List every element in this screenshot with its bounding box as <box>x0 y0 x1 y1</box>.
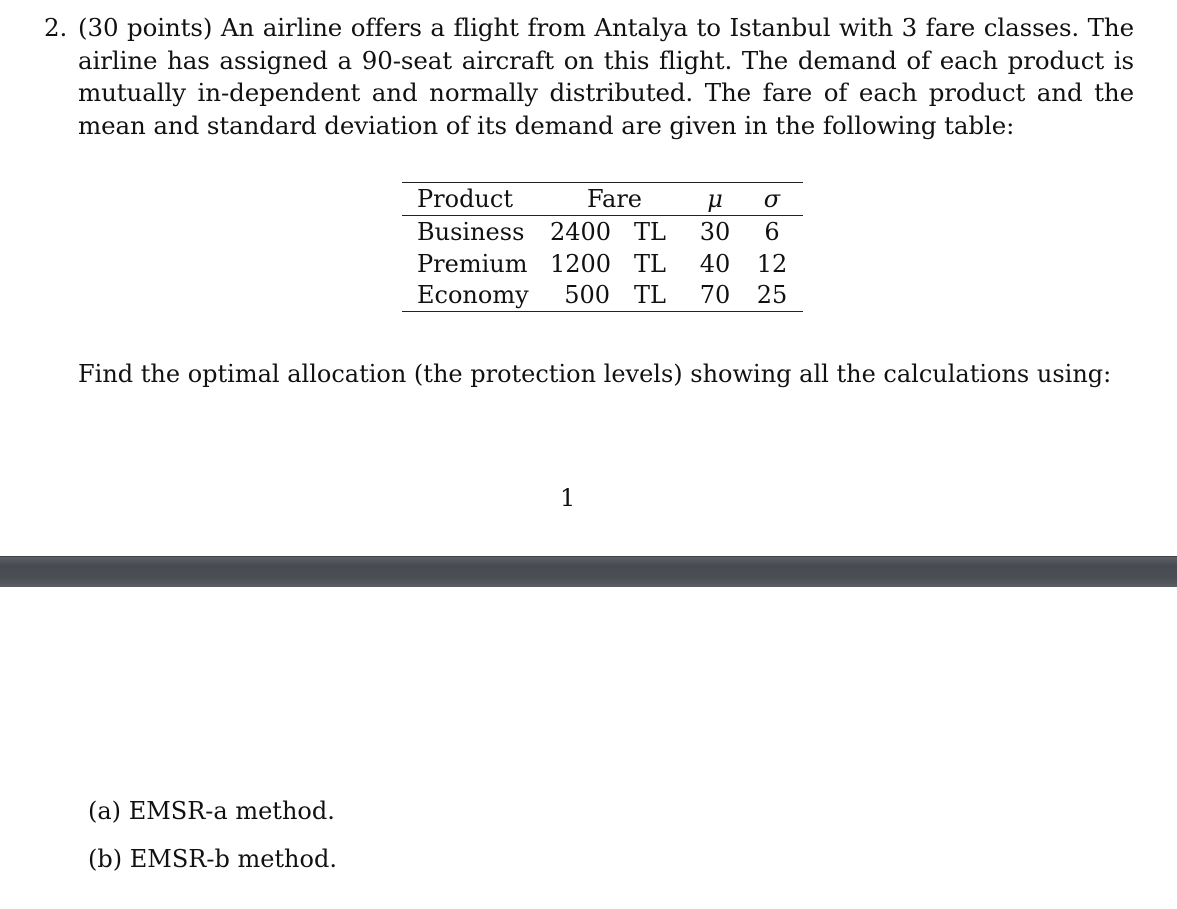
table-row <box>402 279 803 311</box>
part-text: EMSR-b method. <box>129 845 337 873</box>
cell-fare: 500 <box>564 281 610 309</box>
page-divider <box>0 556 1177 587</box>
cell-mu: 30 <box>699 218 731 246</box>
table-header-row <box>402 183 803 216</box>
cell-product: Economy <box>417 281 529 309</box>
part-b <box>88 835 337 883</box>
cell-product: Premium <box>417 249 528 278</box>
header-fare: Fare <box>587 185 643 213</box>
cell-product: Business <box>417 218 525 246</box>
part-text: EMSR-a method. <box>128 797 335 825</box>
part-label: (b) <box>88 845 123 873</box>
cell-sigma: 6 <box>764 218 780 246</box>
fare-table <box>402 182 803 312</box>
cell-fare: 2400 <box>550 218 612 246</box>
part-a <box>88 787 337 835</box>
header-mu: μ <box>707 185 723 213</box>
instruction-text: Find the optimal allocation (the protection levels) showing all the calculations using: <box>78 360 1112 388</box>
cell-currency: TL <box>634 218 666 246</box>
cell-sigma: 25 <box>756 281 788 309</box>
question-block <box>44 12 1134 142</box>
question-text: (30 points) An airline offers a flight from Antalya to Istanbul with 3 fare classes. The airline has assigned a 90-seat aircraft on this flight. The demand of each product is mutually in-dependent and normally distributed. The fare of each product and the mean and standard deviation of its demand are given in the following table: <box>78 13 1134 140</box>
cell-currency: TL <box>634 281 666 309</box>
table-row <box>402 216 803 248</box>
cell-mu: 40 <box>699 249 731 278</box>
page-number: 1 <box>560 484 576 512</box>
parts-list <box>88 787 337 883</box>
header-product: Product <box>417 185 513 213</box>
cell-sigma: 12 <box>756 249 788 278</box>
part-label: (a) <box>88 797 122 825</box>
header-sigma: σ <box>763 185 781 213</box>
cell-currency: TL <box>634 249 666 278</box>
table-row <box>402 248 803 280</box>
cell-mu: 70 <box>699 281 731 309</box>
cell-fare: 1200 <box>550 249 612 278</box>
question-number: 2. <box>44 13 68 42</box>
